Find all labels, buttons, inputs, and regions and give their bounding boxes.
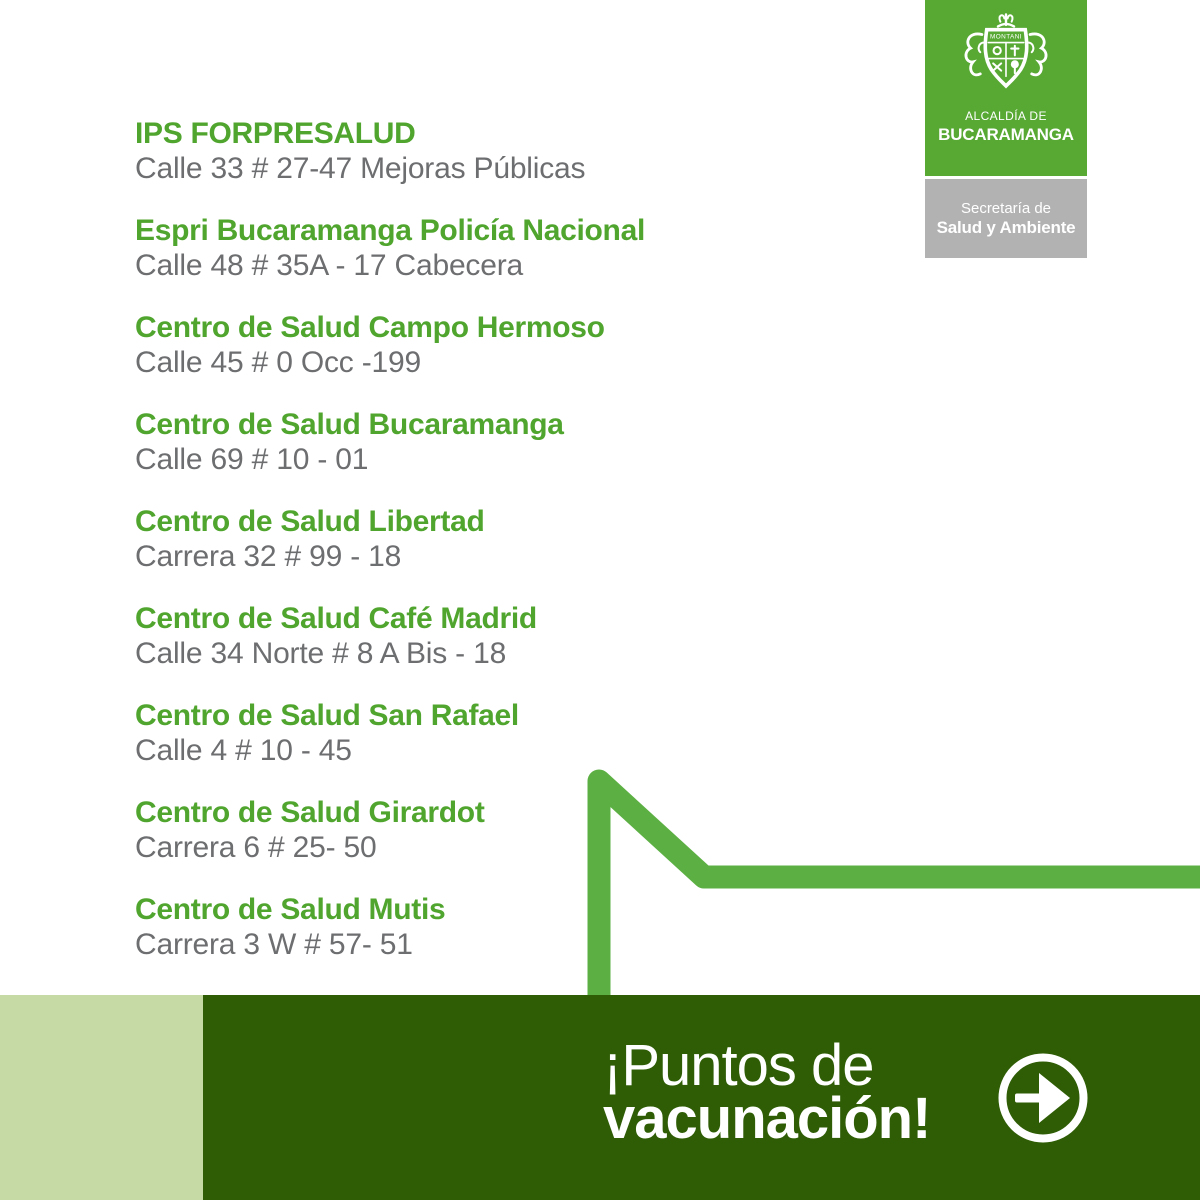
location-name: Centro de Salud Café Madrid bbox=[135, 602, 537, 635]
footer-title-line2: vacunación! bbox=[603, 1086, 931, 1151]
location-name: Centro de Salud Mutis bbox=[135, 893, 446, 926]
footer-dark-green-bar bbox=[203, 995, 1200, 1200]
location-address: Carrera 32 # 99 - 18 bbox=[135, 540, 402, 573]
footer-light-green-block bbox=[0, 995, 203, 1200]
footer-title bbox=[603, 1033, 931, 1151]
location-address: Calle 69 # 10 - 01 bbox=[135, 443, 369, 476]
location-name: Centro de Salud San Rafael bbox=[135, 699, 519, 732]
svg-text:MONTANI: MONTANI bbox=[990, 33, 1022, 41]
location-address: Calle 45 # 0 Occ -199 bbox=[135, 346, 421, 379]
city-name-label: BUCARAMANGA bbox=[938, 125, 1074, 144]
location-address: Calle 33 # 27-47 Mejoras Públicas bbox=[135, 152, 586, 185]
location-address: Carrera 3 W # 57- 51 bbox=[135, 928, 413, 961]
location-name: Centro de Salud Bucaramanga bbox=[135, 408, 564, 441]
arrow-right-circle-icon[interactable] bbox=[998, 1053, 1088, 1143]
secretaria-label: Secretaría de bbox=[960, 200, 1052, 217]
location-name: IPS FORPRESALUD bbox=[135, 117, 416, 150]
footer-title-line1: ¡Puntos de bbox=[603, 1033, 874, 1098]
location-name: Espri Bucaramanga Policía Nacional bbox=[135, 214, 645, 247]
footer-banner bbox=[0, 995, 1200, 1200]
location-address: Carrera 6 # 25- 50 bbox=[135, 831, 377, 864]
location-name: Centro de Salud Campo Hermoso bbox=[135, 311, 605, 344]
salud-ambiente-label: Salud y Ambiente bbox=[936, 218, 1076, 237]
location-name: Centro de Salud Libertad bbox=[135, 505, 485, 538]
location-address: Calle 34 Norte # 8 A Bis - 18 bbox=[135, 637, 507, 670]
location-name: Centro de Salud Girardot bbox=[135, 796, 485, 829]
alcaldia-label: ALCALDÍA DE bbox=[965, 109, 1047, 123]
location-address: Calle 48 # 35A - 17 Cabecera bbox=[135, 249, 523, 282]
location-address: Calle 4 # 10 - 45 bbox=[135, 734, 352, 767]
